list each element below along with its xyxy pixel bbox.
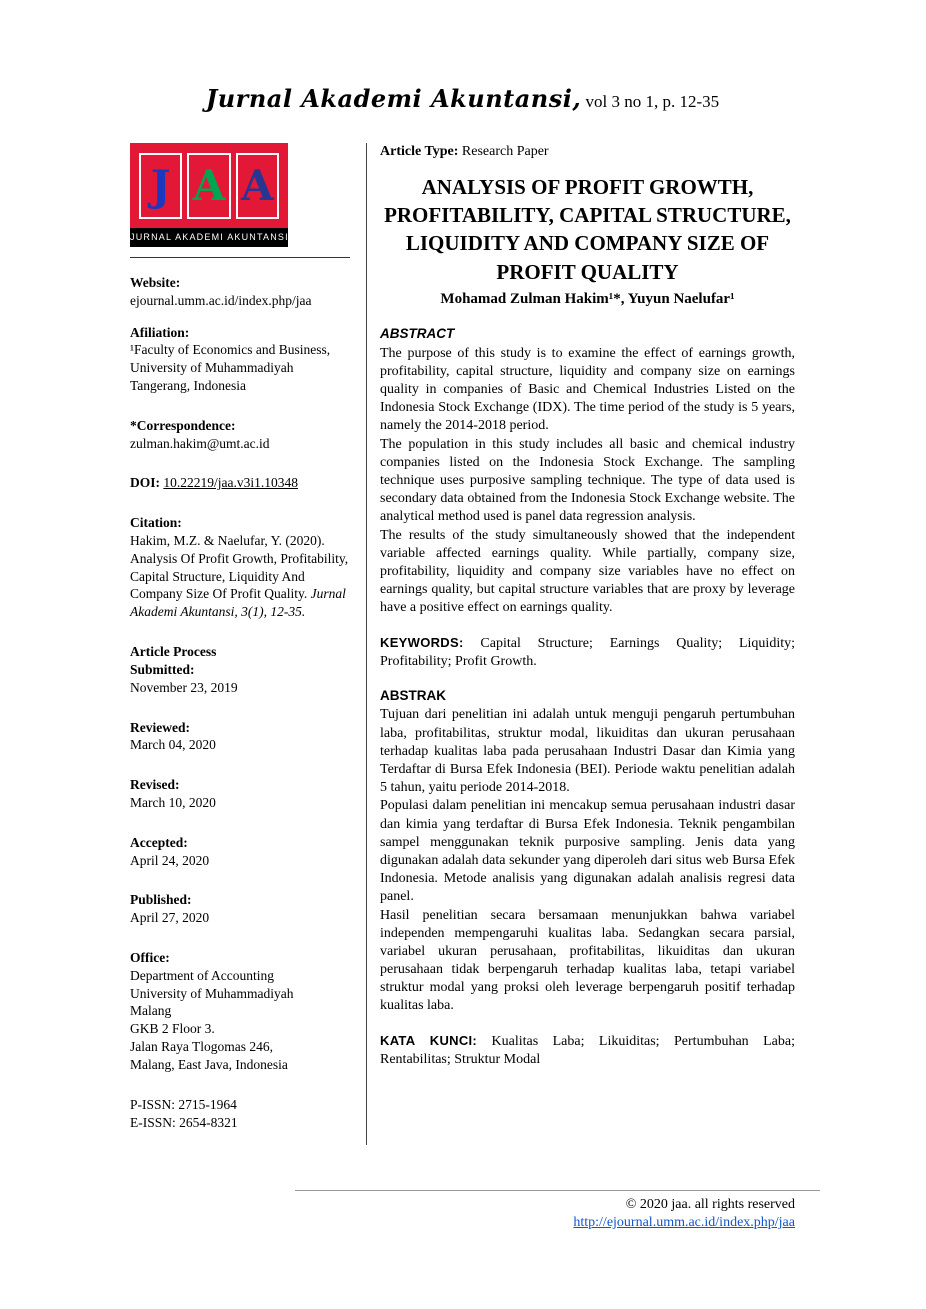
affiliation-label: Afiliation: (130, 324, 190, 340)
revised-date: March 10, 2020 (130, 794, 216, 810)
copyright-text: © 2020 jaa. all rights reserved (625, 1197, 795, 1212)
revised-block (130, 776, 350, 812)
kata-kunci-row (380, 1033, 795, 1069)
journal-logo (130, 143, 288, 247)
revised-label: Revised: (130, 777, 180, 793)
kata-kunci-value: Kualitas Laba; Likuiditas; Pertumbuhan Laba; Rentabilitas; Struktur Modal (380, 1033, 795, 1067)
citation-text-journal: Jurnal Akademi Akuntansi, 3(1), 12-35. (130, 586, 346, 620)
office-line: Jalan Raya Tlogomas 246, (130, 1039, 273, 1055)
accepted-label: Accepted: (130, 834, 188, 850)
abstrak-paragraph: Tujuan dari penelitian ini adalah untuk menguji pengaruh pertumbuhan laba, profitabilitas, struktur modal, likuiditas dan ukuran perusahaan terhadap kualitas laba pada perusahaan Industri Dasar dan Kimia yang Terdaftar di Bursa Efek Indonesia (BEI). Periode waktu penelitian adalah 5 tahun, yaitu periode 2014-2018. (380, 707, 795, 796)
logo-letter-a2: A (236, 153, 279, 219)
keywords-value: Capital Structure; Earnings Quality; Liquidity; Profitability; Profit Growth. (380, 635, 795, 669)
published-date: April 27, 2020 (130, 910, 210, 926)
reviewed-date: March 04, 2020 (130, 737, 216, 753)
office-line: Department of Accounting (130, 967, 274, 983)
abstrak-paragraph: Hasil penelitian secara bersamaan menunjukkan bahwa variabel independen mempengaruhi kualitas laba. Sedangkan secara parsial, variabel ukuran perusahaan, profitabilitas, likuiditas dan ukuran perusahaan tidak berpengaruh terhadap kualitas laba, tetapi variabel struktur modal yang proksi oleh leverage berpengaruh positif terhadap kualitas laba. (380, 907, 795, 1014)
abstrak-heading: ABSTRAK (380, 687, 446, 703)
citation-block (130, 514, 350, 621)
citation-text-plain: Hakim, M.Z. & Naelufar, Y. (2020). Analysis Of Profit Growth, Profitability, Capital Structure, Liquidity And Company Size Of Profit Quality. (130, 533, 349, 602)
metadata-sidebar (130, 143, 366, 1145)
accepted-block (130, 834, 350, 870)
doi-label: DOI: (130, 475, 160, 491)
correspondence-label: *Correspondence: (130, 417, 236, 433)
submitted-label: Submitted: (130, 661, 195, 677)
p-issn: P-ISSN: 2715-1964 (130, 1096, 237, 1112)
office-block (130, 949, 350, 1074)
published-label: Published: (130, 892, 192, 908)
abstract-paragraph: The results of the study simultaneously showed that the independent variable affected earnings quality. While partially, company size, profitability, liquidity and company size variables have no effect on earnings quality, but capital structure variables that are proxy by leverage have a positive effect on earnings quality. (380, 527, 795, 616)
abstract-paragraph: The population in this study includes all basic and chemical industry companies listed on the Indonesia Stock Exchange. The sampling technique uses purposive sampling technique. The type of data used is secondary data obtained from the Indonesia Stock Exchange website. The analytical method used is panel data regression analysis. (380, 436, 795, 525)
authors-line: Mohamad Zulman Hakim¹*, Yuyun Naelufar¹ (440, 290, 735, 307)
affiliation-value: ¹Faculty of Economics and Business, University of Muhammadiyah Tangerang, Indonesia (130, 342, 331, 393)
article-process-heading: Article Process (130, 644, 217, 660)
issue-info: vol 3 no 1, p. 12-35 (581, 92, 720, 111)
reviewed-block (130, 719, 350, 755)
doi-block (130, 474, 350, 492)
logo-letter-j: J (139, 153, 182, 219)
keywords-row (380, 635, 795, 671)
correspondence-block (130, 417, 350, 453)
logo-banner-text: JURNAL AKADEMI AKUNTANSI (130, 228, 288, 247)
office-line: University of Muhammadiyah (130, 985, 294, 1001)
website-block (130, 274, 350, 310)
page-header (130, 84, 795, 113)
reviewed-label: Reviewed: (130, 719, 190, 735)
abstract-paragraph: The purpose of this study is to examine the effect of earnings growth, profitability, capital structure, liquidity and company size on earnings quality in companies of Basic and Chemical Industries Listed on the Indonesia Stock Exchange (IDX). The time period of the study is 5 years, namely the 2014-2018 period. (380, 345, 795, 434)
published-block (130, 891, 350, 927)
accepted-date: April 24, 2020 (130, 852, 210, 868)
journal-name: Jurnal Akademi Akuntansi, (205, 84, 582, 113)
website-value: ejournal.umm.ac.id/index.php/jaa (130, 292, 312, 308)
abstrak-paragraph: Populasi dalam penelitian ini mencakup semua perusahaan industri dasar dan kimia yang terdaftar di Bursa Efek Indonesia. Teknik pengambilan sampel menggunakan teknik purposive sampling. Jenis data yang digunakan adalah data sekunder yang diperoleh dari situs web Bursa Efek Indonesia. Metode analisis yang digunakan adalah analisis regresi data panel. (380, 798, 795, 905)
page-footer (295, 1190, 820, 1231)
article-main-column (366, 143, 795, 1145)
footer-journal-link[interactable]: http://ejournal.umm.ac.id/index.php/jaa (573, 1215, 795, 1230)
article-type-label: Article Type: (380, 144, 459, 159)
citation-text (130, 532, 350, 621)
office-line: Malang, East Java, Indonesia (130, 1056, 288, 1072)
keywords-label: KEYWORDS: (380, 634, 464, 650)
article-type-row (380, 143, 795, 161)
article-process-block (130, 643, 350, 696)
e-issn: E-ISSN: 2654-8321 (130, 1114, 238, 1130)
office-label: Office: (130, 950, 170, 965)
sidebar-divider-line (130, 257, 350, 258)
abstract-heading: ABSTRACT (380, 326, 455, 342)
logo-letter-a1: A (187, 153, 230, 219)
journal-logo-letters (130, 143, 288, 228)
paper-title: ANALYSIS OF PROFIT GROWTH, PROFITABILITY, CAPITAL STRUCTURE, LIQUIDITY AND COMPANY SIZE OF PROFIT QUALITY (384, 175, 791, 284)
office-line: Malang (130, 1003, 172, 1019)
affiliation-block (130, 324, 350, 395)
website-label: Website: (130, 274, 181, 290)
issn-block (130, 1096, 350, 1132)
submitted-date: November 23, 2019 (130, 679, 238, 695)
content-columns (130, 143, 795, 1145)
article-type-value: Research Paper (458, 144, 549, 159)
citation-label: Citation: (130, 515, 182, 531)
doi-link[interactable]: 10.22219/jaa.v3i1.10348 (163, 475, 298, 491)
office-line: GKB 2 Floor 3. (130, 1021, 215, 1037)
kata-kunci-label: KATA KUNCI: (380, 1032, 478, 1048)
correspondence-email: zulman.hakim@umt.ac.id (130, 435, 270, 451)
